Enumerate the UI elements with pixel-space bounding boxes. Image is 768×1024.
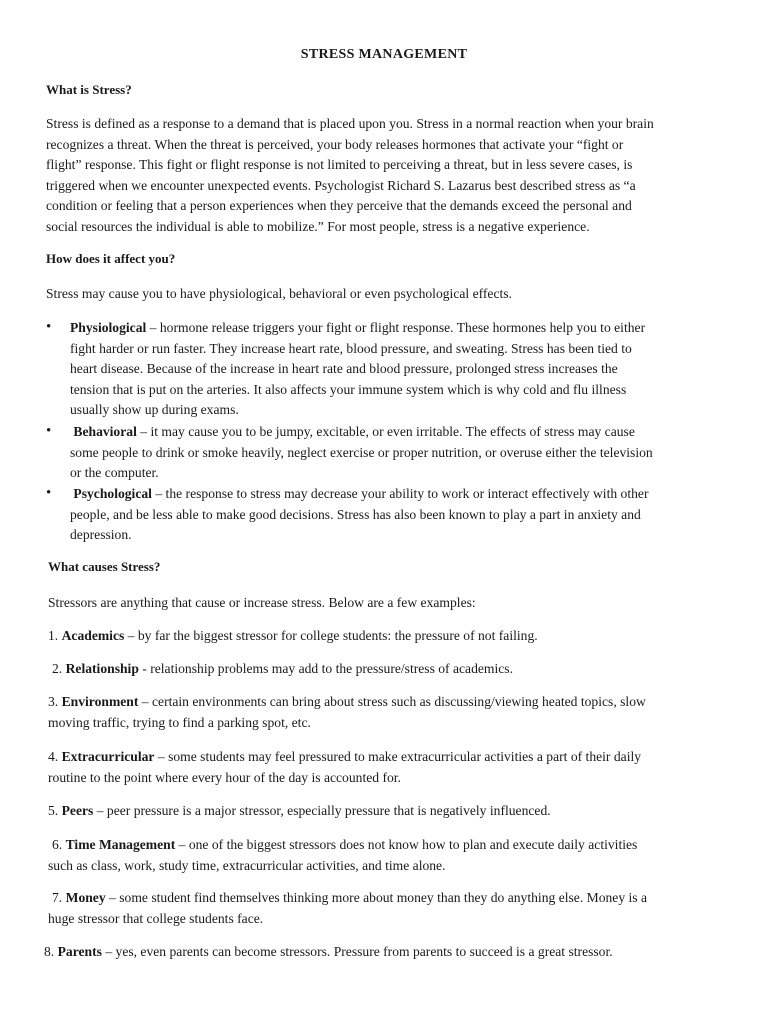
section-heading-what-is-stress: What is Stress? bbox=[46, 82, 132, 97]
bullet-line: depression. bbox=[70, 527, 132, 543]
bullet-text: – it may cause you to be jumpy, excitable, or even irritable. The effects of stress may cause bbox=[136, 424, 635, 439]
item-first-line bbox=[48, 747, 641, 768]
item-text: - relationship problems may add to the pressure/stress of academics. bbox=[138, 661, 513, 676]
item-first-line bbox=[52, 835, 637, 856]
page-title: STRESS MANAGEMENT bbox=[300, 47, 468, 62]
bullet-text: – hormone release triggers your fight or flight response. These hormones help you to either bbox=[146, 320, 646, 335]
paragraph-line: recognizes a threat. When the threat is perceived, your body releases hormones that activate your “fight or bbox=[46, 136, 624, 152]
numbered-item-relationship bbox=[52, 659, 513, 680]
bullet-line: tension that is put on the arteries. It also affects your immune system which is why cold and flu illness bbox=[70, 381, 627, 397]
paragraph-line: social resources the individual is able to mobilize.” For most people, stress is a negative experience. bbox=[46, 219, 590, 234]
paragraph-line: flight” response. This fight or flight response is not limited to perceiving a threat, but in less severe cases, is bbox=[46, 157, 633, 173]
numbered-item-academics bbox=[48, 626, 538, 647]
bullet-line: people, and be less able to make good decisions. Stress has also been known to play a part in anxiety and bbox=[70, 506, 641, 522]
item-number: 2. bbox=[52, 661, 63, 676]
item-term: Time Management bbox=[65, 837, 176, 852]
item-number: 6. bbox=[52, 837, 63, 852]
item-line: huge stressor that college students face. bbox=[48, 910, 264, 926]
item-number: 7. bbox=[52, 890, 63, 905]
bullet-first-line bbox=[70, 484, 648, 505]
bullet-line: some people to drink or smoke heavily, neglect exercise or proper nutrition, or overuse either the television bbox=[70, 444, 653, 460]
item-first-line bbox=[48, 692, 646, 713]
item-text: – peer pressure is a major stressor, especially pressure that is negatively influenced. bbox=[93, 803, 551, 818]
paragraph-line: Stress is defined as a response to a demand that is placed upon you. Stress in a normal reaction when your brain bbox=[46, 116, 654, 131]
item-term: Money bbox=[65, 890, 106, 905]
item-term: Academics bbox=[61, 628, 125, 643]
item-term: Environment bbox=[61, 694, 139, 709]
bullet-first-line bbox=[70, 318, 645, 339]
item-text: – yes, even parents can become stressors. Pressure from parents to succeed is a great stressor. bbox=[101, 944, 613, 959]
item-line: routine to the point where every hour of the day is accounted for. bbox=[48, 769, 401, 785]
item-number: 8. bbox=[44, 944, 55, 959]
item-line: such as class, work, study time, extracurricular activities, and time alone. bbox=[48, 857, 446, 873]
bullet-term: Psychological bbox=[73, 486, 152, 501]
item-number: 1. bbox=[48, 628, 59, 643]
item-first-line bbox=[52, 888, 647, 909]
bullet-icon: • bbox=[46, 485, 52, 501]
affect-intro: Stress may cause you to have physiological, behavioral or even psychological effects. bbox=[46, 286, 512, 301]
bullet-line: or the computer. bbox=[70, 465, 159, 481]
item-text: – some students may feel pressured to make extracurricular activities a part of their daily bbox=[154, 749, 642, 764]
bullet-line: usually show up during exams. bbox=[70, 402, 239, 418]
numbered-item-peers bbox=[48, 801, 551, 822]
bullet-text: – the response to stress may decrease your ability to work or interact effectively with other bbox=[151, 486, 649, 501]
paragraph-line: condition or feeling that a person experiences when they perceive that the demands exceed the personal and bbox=[46, 198, 632, 214]
bullet-first-line bbox=[70, 422, 635, 443]
bullet-icon: • bbox=[46, 423, 52, 439]
paragraph-line: triggered when we encounter unexpected events. Psychologist Richard S. Lazarus best described stress as “a bbox=[46, 177, 636, 193]
bullet-icon: • bbox=[46, 319, 52, 335]
item-text: – certain environments can bring about stress such as discussing/viewing heated topics, slow bbox=[138, 694, 646, 709]
section-heading-what-causes: What causes Stress? bbox=[48, 559, 161, 574]
item-number: 4. bbox=[48, 749, 59, 764]
bullet-term: Behavioral bbox=[73, 424, 137, 439]
section-heading-how-affect: How does it affect you? bbox=[46, 251, 176, 266]
causes-intro: Stressors are anything that cause or increase stress. Below are a few examples: bbox=[48, 595, 476, 610]
bullet-line: fight harder or run faster. They increase heart rate, blood pressure, and sweating. Stress has been tied to bbox=[70, 340, 632, 356]
item-term: Parents bbox=[57, 944, 102, 959]
bullet-line: heart disease. Because of the increase in heart rate and blood pressure, prolonged stress increases the bbox=[70, 361, 618, 377]
numbered-item-parents bbox=[44, 942, 613, 963]
item-text: – some student find themselves thinking more about money than they do anything else. Money is a bbox=[105, 890, 648, 905]
item-number: 5. bbox=[48, 803, 59, 818]
item-term: Peers bbox=[61, 803, 94, 818]
item-number: 3. bbox=[48, 694, 59, 709]
bullet-term: Physiological bbox=[70, 320, 147, 335]
item-text: – by far the biggest stressor for college students: the pressure of not failing. bbox=[124, 628, 538, 643]
item-text: – one of the biggest stressors does not know how to plan and execute daily activities bbox=[175, 837, 638, 852]
item-term: Relationship bbox=[65, 661, 139, 676]
item-term: Extracurricular bbox=[61, 749, 155, 764]
item-line: moving traffic, trying to find a parking spot, etc. bbox=[48, 714, 311, 730]
